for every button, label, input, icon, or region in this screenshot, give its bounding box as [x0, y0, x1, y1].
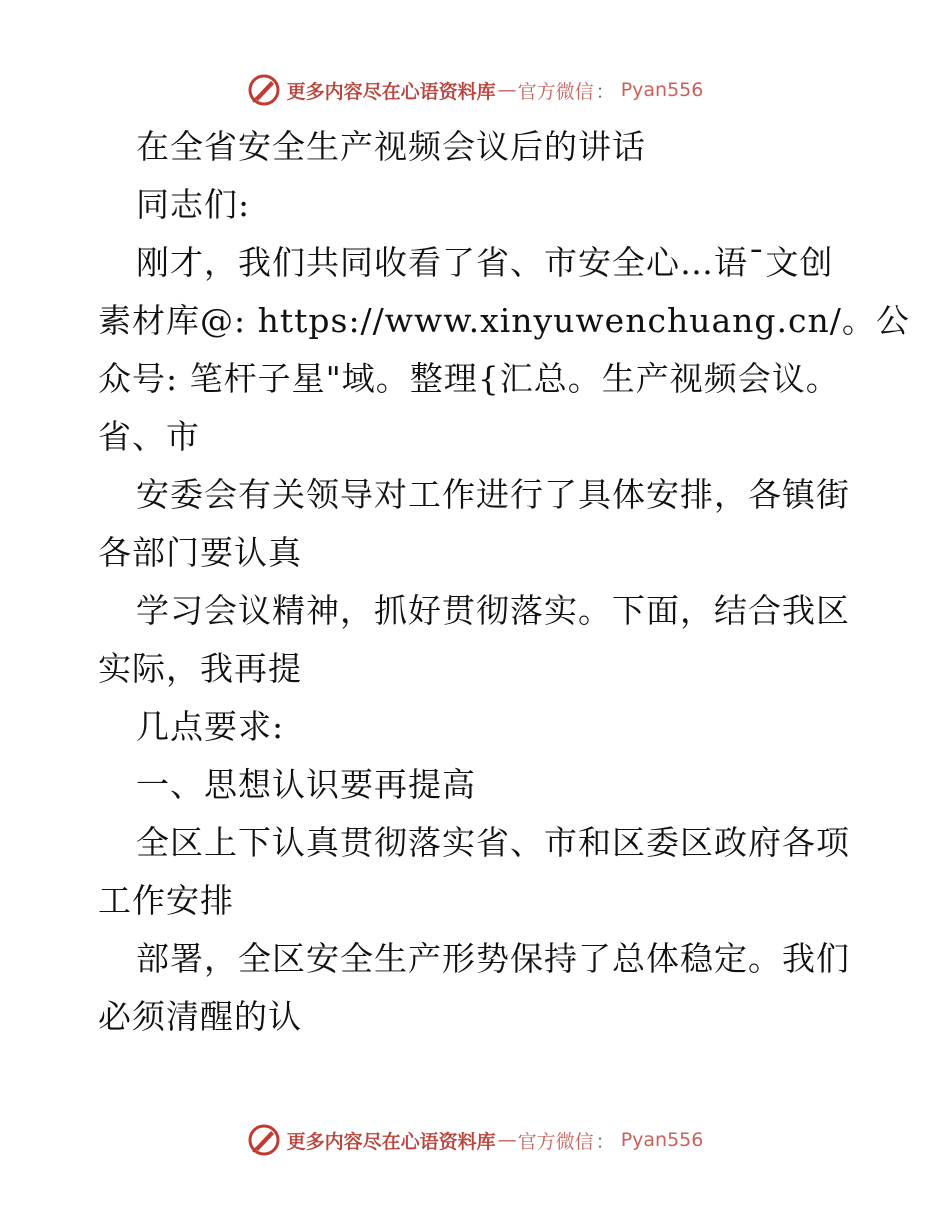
banner-wechat-label: 官方微信	[517, 1130, 594, 1153]
salutation: 同志们:	[136, 185, 251, 224]
banner-separator: ：	[595, 1130, 615, 1153]
paragraph-line: 众号: 笔杆子星"域。整理{汇总。生产视频会议。	[98, 359, 840, 398]
paragraph-line: 工作安排	[98, 881, 234, 920]
banner-dash: —	[497, 79, 516, 101]
paragraph-line: 全区上下认真贯彻落实省、市和区委区政府各项	[136, 823, 850, 862]
paragraph-line: 各部门要认真	[98, 533, 302, 572]
paragraph-line: 素材库@: https://www.xinyuwenchuang.cn/。公	[98, 301, 910, 340]
paragraph-line: 省、市	[98, 417, 200, 456]
footer-banner	[0, 1120, 950, 1160]
banner-wechat-label: 官方微信	[517, 80, 594, 103]
paragraph-line: 几点要求:	[136, 707, 285, 746]
banner-main-text: 更多内容尽在心语资料库	[286, 80, 496, 103]
paragraph-line: 安委会有关领导对工作进行了具体安排，各镇街	[136, 475, 850, 514]
banner-wechat-id: Pyan556	[620, 79, 704, 101]
quill-logo-icon	[247, 1123, 281, 1157]
paragraph-line: 实际，我再提	[98, 649, 302, 688]
paragraph-line: 学习会议精神，抓好贯彻落实。下面，结合我区	[136, 591, 850, 630]
document-body	[98, 118, 910, 1046]
section-heading: 一、思想认识要再提高	[136, 765, 476, 804]
paragraph-line: 部署，全区安全生产形势保持了总体稳定。我们	[136, 939, 850, 978]
banner-separator: ：	[595, 80, 615, 103]
quill-logo-icon	[247, 73, 281, 107]
paragraph-line: 必须清醒的认	[98, 997, 302, 1036]
banner-dash: —	[497, 1129, 516, 1151]
banner-wechat-id: Pyan556	[620, 1129, 704, 1151]
header-banner	[0, 70, 950, 110]
paragraph-line: 刚才，我们共同收看了省、市安全心…语¯文创	[136, 243, 834, 282]
document-title: 在全省安全生产视频会议后的讲话	[136, 127, 646, 166]
banner-main-text: 更多内容尽在心语资料库	[286, 1130, 496, 1153]
